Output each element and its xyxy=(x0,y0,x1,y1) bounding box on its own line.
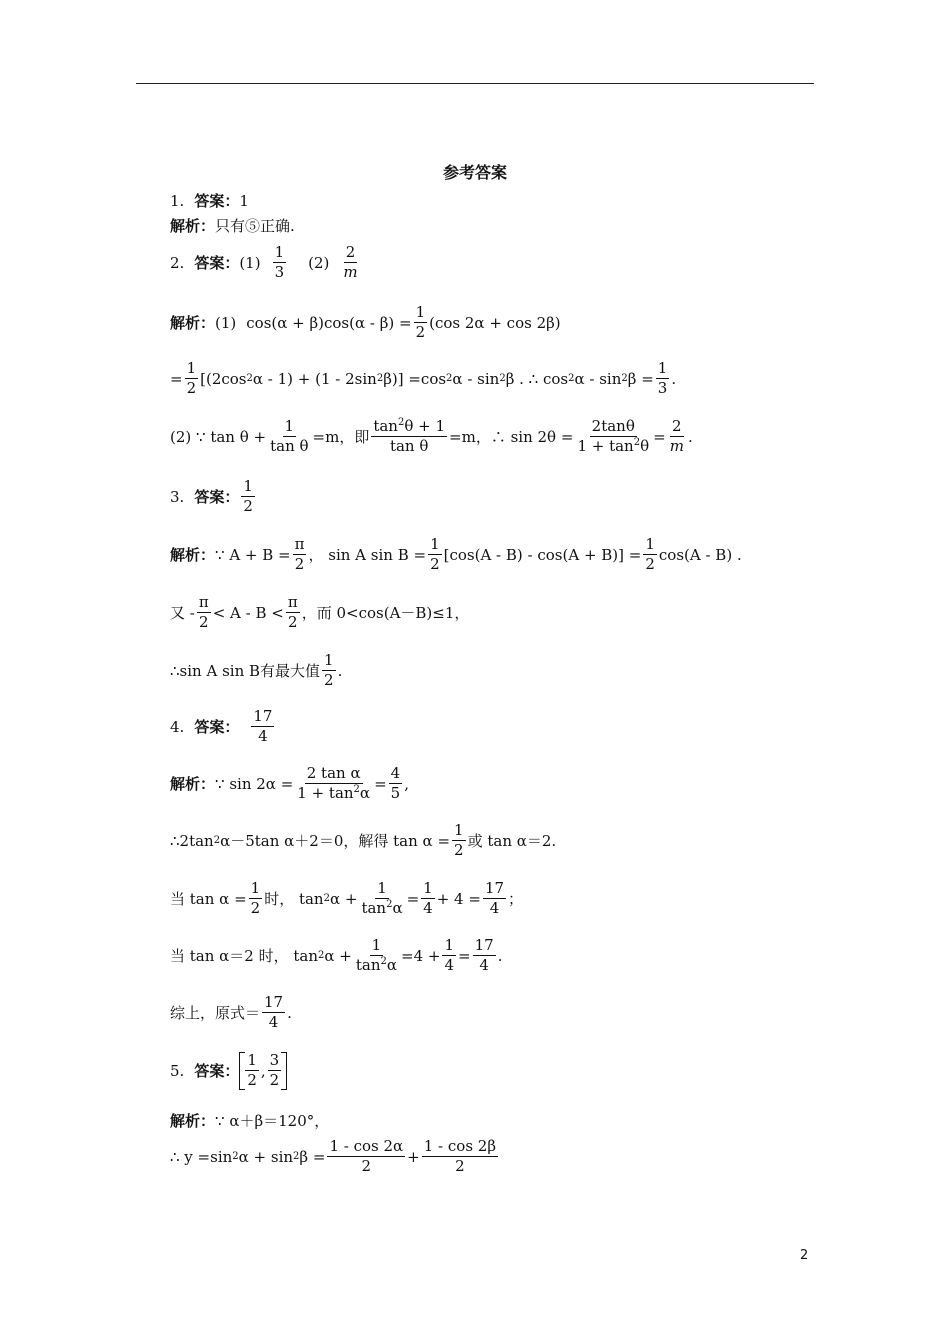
q2-answer-line: 2. 答案： (1) $\frac{1}{3}$ (2) $\frac{2}{m}$ xyxy=(170,243,358,282)
page-number: 2 xyxy=(800,1248,809,1263)
q4-analysis-line3: 当 tan α = $\frac{1}{2}$ 时， tan 2 α + $\frac{1}{\tan^2\alpha}$ = $\frac{1}{4}$ + 4 = $\frac{17}{4}$ ； xyxy=(170,879,524,918)
fraction: $\frac{1}{\text{tan θ}}$ xyxy=(270,417,309,456)
fraction: $\frac{1}{\tan^2\alpha}$ xyxy=(361,879,403,918)
fraction: $\frac{4}{5}$ xyxy=(390,764,401,803)
q5-analysis-line1: 解析： ∵ α＋β＝120°， xyxy=(170,1112,330,1130)
q2-analysis-line2: = $\frac{1}{2}$ [(2cos 2 α - 1) + (1 - 2sin 2 β)] =cos 2 α - sin 2 β . ∴ cos 2 α - sin 2 β = $\frac{1}{3}$ . xyxy=(170,359,677,398)
fraction: $\frac{1}{3}$ xyxy=(274,243,285,282)
fraction: $\frac{1}{\tan^2\alpha}$ xyxy=(355,936,398,975)
fraction: $\frac{1}{3}$ xyxy=(657,359,668,398)
q4-analysis-line2: ∴2tan 2 α－5tan α＋2＝0，解得 tan α = $\frac{1}{2}$ 或 tan α＝2. xyxy=(170,821,557,860)
q3-analysis-line2: 又 - $\frac{\pi}{2}$ < A - B < $\frac{\pi}{2}$ ，而 0<cos(A－B)≤1， xyxy=(170,593,470,632)
q1-answer-line: 1. 答案： 1 xyxy=(170,191,249,210)
q3-analysis-line1: 解析： ∵ A + B = $\frac{\pi}{2}$ ， sin A sin B = $\frac{1}{2}$ [cos(A - B) - cos(A + B)] = $\frac{1}{2}$ cos(A - B) . xyxy=(170,535,742,574)
fraction: $\frac{17}{4}$ xyxy=(474,936,494,975)
fraction: $\frac{1}{4}$ xyxy=(423,879,433,918)
fraction: $\frac{1 - \cos 2\alpha}{2}$ xyxy=(329,1137,404,1176)
fraction: $\frac{\pi}{2}$ xyxy=(294,535,305,574)
fraction: $\frac{1}{2}$ xyxy=(247,1051,257,1090)
fraction: $\frac{1}{2}$ xyxy=(324,651,334,690)
q1-analysis-line: 解析： 只有⑤正确. xyxy=(170,217,295,235)
fraction: $\frac{1}{2}$ xyxy=(186,359,197,398)
fraction: $\frac{3}{2}$ xyxy=(269,1051,280,1090)
interval-bracket: $\frac{1}{2}$ , $\frac{3}{2}$ xyxy=(239,1052,287,1090)
fraction: $\frac{1}{2}$ xyxy=(250,879,261,918)
fraction: $\frac{17}{4}$ xyxy=(484,879,505,918)
q4-analysis-line1: 解析： ∵ sin 2α = $\frac{\text{2 tan α}}{1 + \tan^2\alpha}$ = $\frac{4}{5}$ , xyxy=(170,764,409,803)
fraction: $\frac{\tan^2\theta + 1}{\text{tan θ}}$ xyxy=(373,417,446,456)
fraction: $\frac{17}{4}$ xyxy=(253,707,273,746)
q2-analysis-line3: (2) ∵ tan θ + $\frac{1}{\text{tan θ}}$ =m，即 $\frac{\tan^2\theta + 1}{\text{tan θ}}$ =m，∴ sin 2θ = $\frac{2\tan\theta}{1 + \tan^2\theta}$ = $\frac{2}{m}$ . xyxy=(170,417,693,456)
q4-answer-line: 4. 答案： $\frac{17}{4}$ xyxy=(170,707,273,746)
fraction: $\frac{1 - \cos 2\beta}{2}$ xyxy=(423,1137,496,1176)
fraction: $\frac{\pi}{2}$ xyxy=(287,593,298,632)
fraction: $\frac{1}{2}$ xyxy=(415,303,426,342)
fraction: $\frac{1}{2}$ xyxy=(243,477,253,516)
fraction: $\frac{1}{2}$ xyxy=(454,821,464,860)
fraction: $\frac{2\tan\theta}{1 + \tan^2\theta}$ xyxy=(577,417,650,456)
fraction: $\frac{17}{4}$ xyxy=(264,993,284,1032)
fraction: $\frac{1}{2}$ xyxy=(645,535,655,574)
q4-analysis-line5: 综上，原式＝ $\frac{17}{4}$ . xyxy=(170,993,292,1032)
fraction: $\frac{2}{m}$ xyxy=(343,243,358,282)
fraction: $\frac{\text{2 tan α}}{1 + \tan^2\alpha}$ xyxy=(297,764,371,803)
fraction: $\frac{\pi}{2}$ xyxy=(198,593,209,632)
fraction: $\frac{1}{2}$ xyxy=(430,535,440,574)
q5-analysis-line2: ∴ y =sin 2 α + sin 2 β = $\frac{1 - \cos 2\alpha}{2}$ + $\frac{1 - \cos 2\beta}{2}$ xyxy=(170,1137,496,1176)
q4-analysis-line4: 当 tan α＝2 时， tan 2 α + $\frac{1}{\tan^2\alpha}$ =4 + $\frac{1}{4}$ = $\frac{17}{4}$ . xyxy=(170,936,503,975)
q3-analysis-line3: ∴sin A sin B有最大值 $\frac{1}{2}$ . xyxy=(170,651,343,690)
fraction: $\frac{2}{m}$ xyxy=(669,417,684,456)
q5-answer-line: 5. 答案： $\frac{1}{2}$ , $\frac{3}{2}$ xyxy=(170,1052,287,1090)
q3-answer-line: 3. 答案： $\frac{1}{2}$ xyxy=(170,477,253,516)
page-title: 参考答案 xyxy=(442,163,507,182)
header-rule xyxy=(136,83,814,84)
q2-analysis-line1: 解析： (1) cos(α + β)cos(α - β) = $\frac{1}{2}$ (cos 2α + cos 2β) xyxy=(170,303,561,342)
fraction: $\frac{1}{4}$ xyxy=(444,936,455,975)
